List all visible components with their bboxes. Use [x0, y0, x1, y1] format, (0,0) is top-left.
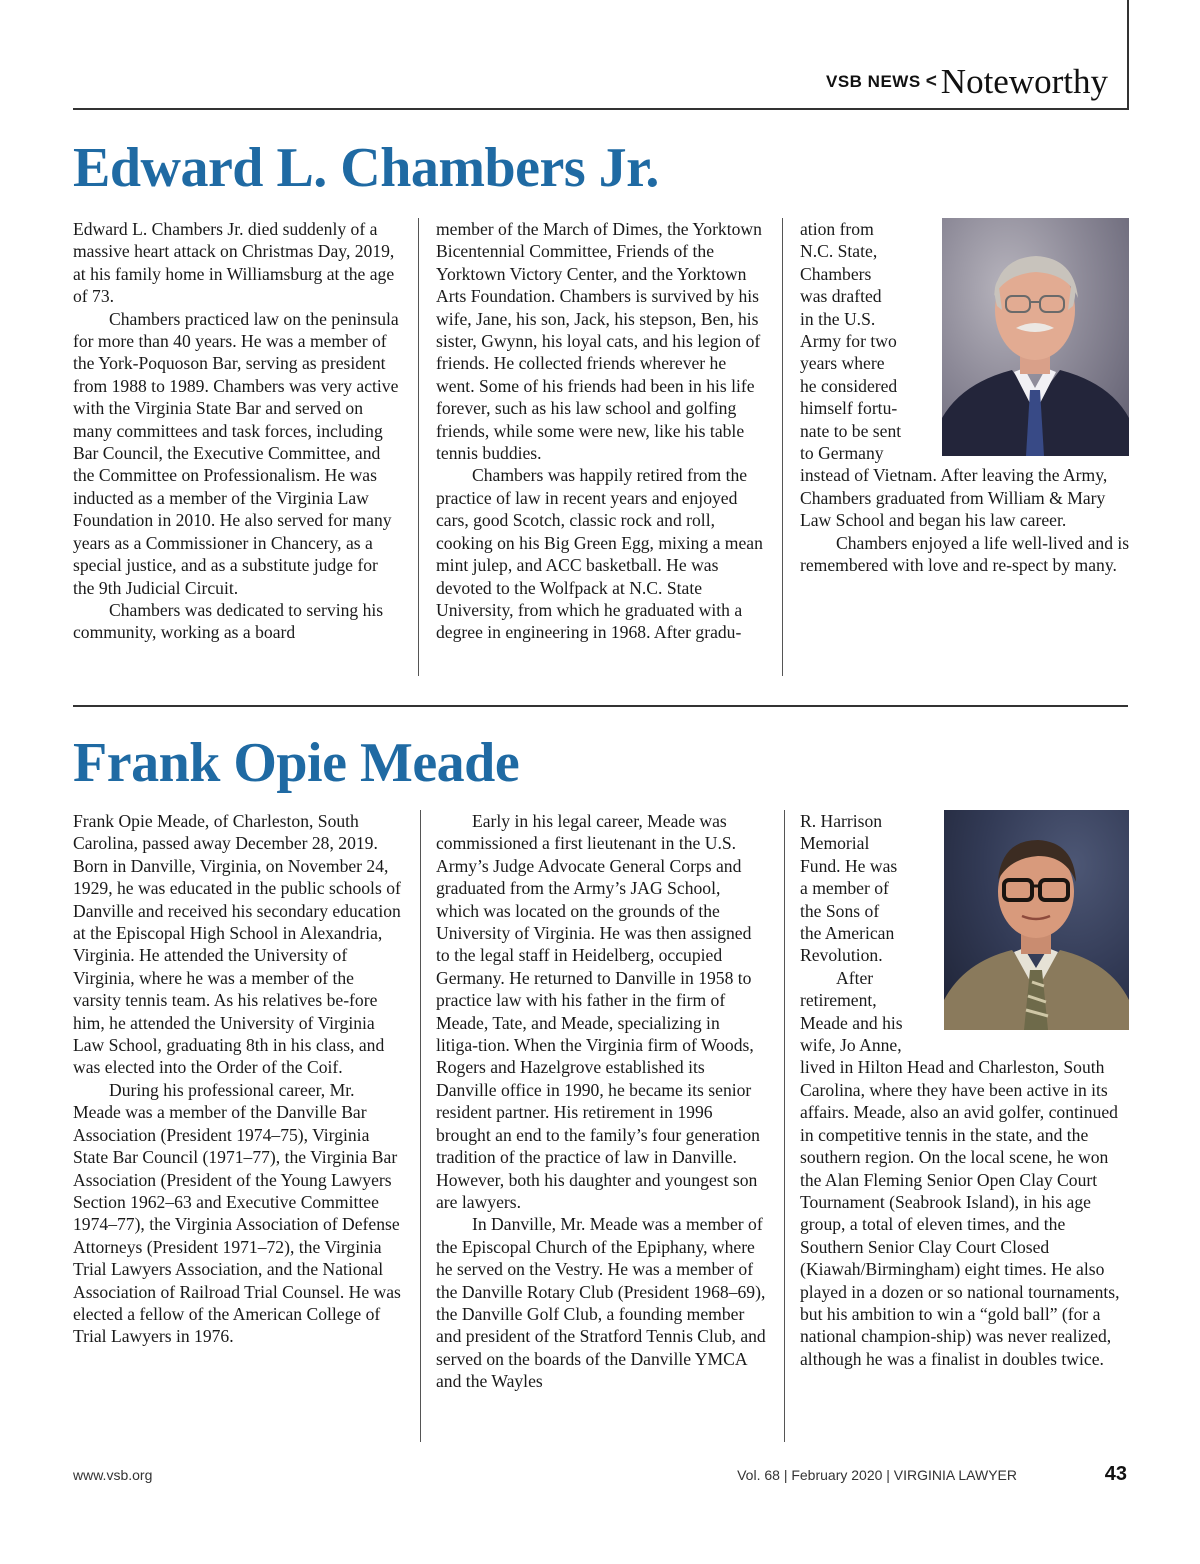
obituary-name-chambers: Edward L. Chambers Jr. [73, 137, 659, 199]
paragraph: Chambers practiced law on the peninsula for more than 40 years. He was a member of the York-Poquoson Bar, serving as president from 1988 to 1989. Chambers was very active with the Virginia State Bar and served on many committees and task forces, including Bar Council, the Executive Committee, and the Committee on Professionalism. He was inducted as a member of the Virginia Law Foundation in 2010. He also served for many years as a Commissioner in Chancery, as a special justice, and as a substitute judge for the 9th Judicial Circuit. [73, 308, 399, 598]
header-title: Noteworthy [940, 62, 1108, 101]
paragraph: Edward L. Chambers Jr. died suddenly of a massive heart attack on Christmas Day, 2019, at his family home in Williamsburg at the age of 73. [73, 219, 395, 307]
footer-issue-info: Vol. 68 | February 2020 | VIRGINIA LAWYER [737, 1467, 1017, 1483]
paragraph: In Danville, Mr. Meade was a member of the Episcopal Church of the Epiphany, where he served on the Vestry. He was a member of the Danville Rotary Club (President 1968–69), the Danville Golf Club, a founding member and president of the Stratford Tennis Club, and served on the boards of the Danville YMCA and the Wayles [436, 1214, 766, 1392]
text-line: wife, Jo Anne, [800, 1035, 902, 1056]
text-line: R. Harrison [800, 811, 883, 831]
paragraph: instead of Vietnam. After leaving the Army, Chambers graduated from William & Mary Law School and began his law career. [800, 465, 1108, 531]
header-vertical-rule [1127, 0, 1129, 110]
paragraph: During his professional career, Mr. Meade was a member of the Danville Bar Association (President 1974–75), Virginia State Bar Council (1971–77), the Virginia Bar Association (President of the Young Lawyers Section 1962–63 and Executive Committee 1974–77), the Virginia Association of Defense Attorneys (President 1971–72), the Virginia Trial Lawyers Association, and the National Association of Railroad Trial Counsel. He was elected a fellow of the American College of Trial Lawyers in 1976. [73, 1079, 401, 1347]
paragraph: member of the March of Dimes, the Yorktown Bicentennial Committee, Friends of the Yorktown Victory Center, and the Yorktown Arts Foundation. Chambers is survived by his wife, Jane, his son, Jack, his stepson, Ben, his sister, Gwynn, his loyal cats, and his legion of friends. He collected friends wherever he went. Some of his friends had been in his life forever, such as his law school and golfing friends, while some were new, like his table tennis buddies. [436, 219, 762, 464]
text-line: Army for two [800, 331, 897, 352]
text-line: the American [800, 923, 895, 944]
text-line: nate to be sent [800, 420, 902, 441]
footer-website: www.vsb.org [73, 1467, 153, 1483]
column-divider [782, 218, 783, 676]
page-number: 43 [1104, 1463, 1127, 1485]
text-line: was drafted [800, 286, 882, 307]
column-divider [420, 810, 421, 1442]
text-line: Memorial [800, 833, 870, 854]
meade-column-1 [73, 810, 403, 1348]
text-line: in the U.S. [800, 308, 876, 329]
paragraph: Chambers enjoyed a life well-lived and is remembered with love and re-spect by many. [800, 532, 1130, 576]
header-separator: < [925, 71, 937, 92]
text-line: he considered [800, 375, 898, 396]
column-divider [418, 218, 419, 676]
text-line: N.C. State, [800, 241, 878, 262]
text-line: Chambers [800, 263, 872, 284]
meade-column-2 [436, 810, 766, 1393]
text-line: ation from [800, 219, 874, 239]
meade-portrait-photo [944, 810, 1129, 1030]
text-line: the Sons of [800, 900, 880, 921]
paragraph: Frank Opie Meade, of Charleston, South Carolina, passed away December 28, 2019. Born in Danville, Virginia, on November 24, 1929, he was educated in the public schools of Danville and received his secondary education at the Episcopal High School in Alexandria, Virginia. He attended the University of Virginia, where he was a member of the varsity tennis team. As his relatives be-fore him, he attended the University of Virginia Law School, graduating 8th in his class, and was elected into the Order of the Coif. [73, 811, 401, 1078]
paragraph: Chambers was dedicated to serving his community, working as a board [73, 599, 384, 643]
column-divider [784, 810, 785, 1442]
obituary-name-meade: Frank Opie Meade [73, 732, 520, 794]
text-line: years where [800, 353, 885, 374]
paragraph: lived in Hilton Head and Charleston, South Carolina, where they have been active in its affairs. Meade, also an avid golfer, continued in competitive tennis in the state, and the southern region. On the local scene, he won the Alan Fleming Senior Open Clay Court Tournament (Seabrook Island), in his age group, a total of eleven times, and the Southern Senior Clay Court Closed (Kiawah/Birmingham) eight times. He also played in a dozen or so national tournaments, but his ambition to win a “gold ball” (for a national champion-ship) was never realized, although he was a finalist in doubles twice. [800, 1057, 1120, 1369]
chambers-column-1 [73, 218, 403, 644]
paragraph: Early in his legal career, Meade was commissioned a first lieutenant in the U.S. Army’s Judge Advocate General Corps and graduated from the Army’s JAG School, which was located on the grounds of the University of Virginia. He was then assigned to the legal staff in Heidelberg, occupied Germany. He returned to Danville in 1958 to practice law with his father in the firm of Meade, Tate, and Meade, specializing in litiga-tion. When the Virginia firm of Woods, Rogers and Hazelgrove established its Danville office in 1990, he became its senior resident partner. His retirement in 1996 brought an end to the family’s four generation tradition of the practice of law in Danville. However, both his daughter and youngest son are lawyers. [436, 811, 760, 1212]
text-line: retirement, [800, 990, 877, 1011]
text-line: Fund. He was [800, 855, 898, 876]
paragraph: Chambers was happily retired from the practice of law in recent years and enjoyed cars, good Scotch, classic rock and roll, cooking on his Big Green Egg, mixing a mean mint julep, and ACC basketball. He was devoted to the Wolfpack at N.C. State University, from which he graduated with a degree in engineering in 1968. After gradu- [436, 465, 763, 643]
text-line: himself fortu- [800, 398, 898, 419]
text-line: Revolution. [800, 945, 883, 966]
section-header [826, 62, 1108, 102]
header-section-label: VSB NEWS [826, 72, 921, 91]
chambers-portrait-photo [942, 218, 1129, 456]
section-divider [73, 705, 1128, 707]
chambers-column-2 [436, 218, 766, 644]
text-line: to Germany [800, 443, 884, 464]
text-line: After [836, 967, 874, 988]
text-line: a member of [800, 878, 889, 899]
text-line: Meade and his [800, 1012, 903, 1033]
header-rule [73, 108, 1128, 110]
